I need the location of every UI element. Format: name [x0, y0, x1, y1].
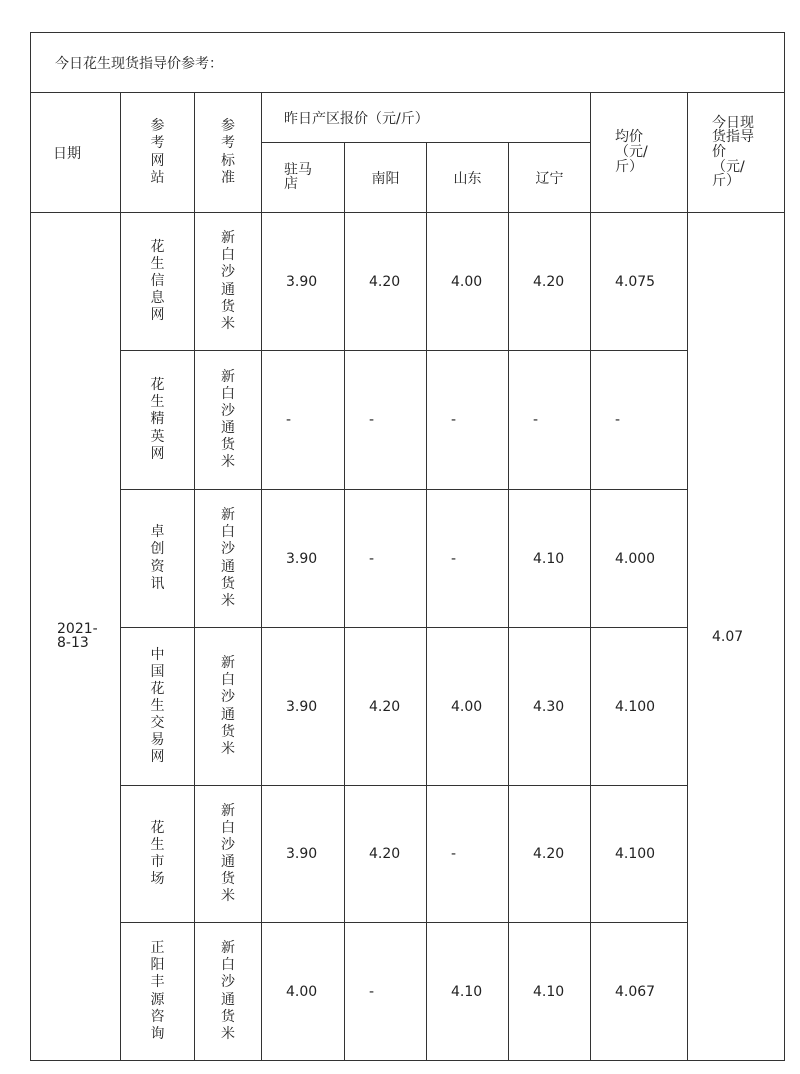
- zhumadian-cell: 3.90: [262, 628, 345, 786]
- table-row: [31, 213, 785, 351]
- header-row-1: [31, 93, 785, 143]
- standard-cell: 新白沙通货米: [195, 923, 262, 1061]
- title-row: [31, 33, 785, 93]
- average-cell: 4.067: [591, 923, 688, 1061]
- table-title: 今日花生现货指导价参考：: [31, 33, 785, 93]
- average-cell: 4.075: [591, 213, 688, 351]
- shandong-cell: -: [427, 786, 509, 923]
- shandong-cell: -: [427, 490, 509, 628]
- header-region-nanyang: 南阳: [345, 143, 427, 213]
- liaoning-cell: 4.20: [509, 213, 591, 351]
- header-region-liaoning: 辽宁: [509, 143, 591, 213]
- standard-cell: 新白沙通货米: [195, 213, 262, 351]
- average-cell: 4.100: [591, 786, 688, 923]
- liaoning-cell: 4.20: [509, 786, 591, 923]
- standard-cell: 新白沙通货米: [195, 628, 262, 786]
- table-row: [31, 351, 785, 490]
- price-table: [30, 32, 785, 1061]
- average-cell: 4.100: [591, 628, 688, 786]
- header-date: 日期: [31, 93, 121, 213]
- zhumadian-cell: 4.00: [262, 923, 345, 1061]
- standard-cell: 新白沙通货米: [195, 351, 262, 490]
- zhumadian-cell: -: [262, 351, 345, 490]
- nanyang-cell: -: [345, 923, 427, 1061]
- nanyang-cell: -: [345, 490, 427, 628]
- site-cell: 卓创资讯: [121, 490, 195, 628]
- liaoning-cell: -: [509, 351, 591, 490]
- shandong-cell: 4.00: [427, 213, 509, 351]
- site-cell: 中国花生交易网: [121, 628, 195, 786]
- header-average: 均价（元/斤）: [591, 93, 688, 213]
- date-cell: 2021-8-13: [31, 213, 121, 1061]
- table-row: [31, 490, 785, 628]
- nanyang-cell: -: [345, 351, 427, 490]
- standard-cell: 新白沙通货米: [195, 786, 262, 923]
- table-row: [31, 628, 785, 786]
- header-region-zhumadian: 驻马店: [262, 143, 345, 213]
- table-row: [31, 923, 785, 1061]
- shandong-cell: 4.00: [427, 628, 509, 786]
- today-price-cell: 4.07: [688, 213, 785, 1061]
- site-cell: 正阳丰源咨询: [121, 923, 195, 1061]
- average-cell: -: [591, 351, 688, 490]
- nanyang-cell: 4.20: [345, 786, 427, 923]
- shandong-cell: -: [427, 351, 509, 490]
- header-region-shandong: 山东: [427, 143, 509, 213]
- liaoning-cell: 4.10: [509, 490, 591, 628]
- zhumadian-cell: 3.90: [262, 213, 345, 351]
- standard-cell: 新白沙通货米: [195, 490, 262, 628]
- zhumadian-cell: 3.90: [262, 490, 345, 628]
- header-standard: 参考标准: [195, 93, 262, 213]
- nanyang-cell: 4.20: [345, 628, 427, 786]
- nanyang-cell: 4.20: [345, 213, 427, 351]
- site-cell: 花生信息网: [121, 213, 195, 351]
- average-cell: 4.000: [591, 490, 688, 628]
- header-today-price: 今日现货指导价（元/斤）: [688, 93, 785, 213]
- site-cell: 花生市场: [121, 786, 195, 923]
- zhumadian-cell: 3.90: [262, 786, 345, 923]
- header-yesterday-price: 昨日产区报价（元/斤）: [262, 93, 591, 143]
- site-cell: 花生精英网: [121, 351, 195, 490]
- liaoning-cell: 4.10: [509, 923, 591, 1061]
- header-site: 参考网站: [121, 93, 195, 213]
- shandong-cell: 4.10: [427, 923, 509, 1061]
- table-row: [31, 786, 785, 923]
- liaoning-cell: 4.30: [509, 628, 591, 786]
